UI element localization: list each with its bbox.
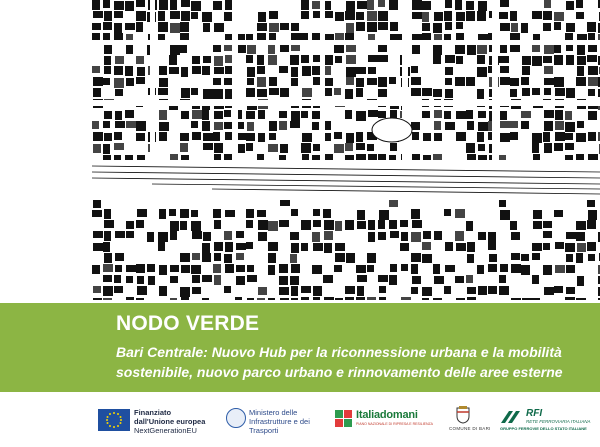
rfi-group-name: GRUPPO FERROVIE DELLO STATO ITALIANE (500, 426, 587, 431)
rfi-arrows-icon (499, 409, 525, 425)
ministry-line-3: Trasporti (249, 426, 279, 435)
aerial-map-image (92, 0, 600, 300)
ministry-line-1: Ministero delle (249, 408, 298, 417)
eu-line-1: Finanziato (134, 408, 172, 417)
subtitle-line-1: Bari Centrale: Nuovo Hub per la riconnessione urbana e la mobilità (116, 344, 562, 360)
ministry-seal-icon (226, 408, 246, 428)
rfi-full-name: RETE FERROVIARIA ITALIANA (526, 419, 591, 424)
eu-line-3: NextGenerationEU (134, 426, 197, 435)
eu-line-2: dall'Unione europea (134, 417, 206, 426)
aerial-city-map (92, 0, 600, 300)
left-margin (0, 0, 92, 300)
bari-crest-icon (456, 406, 470, 424)
italiadomani-star-icon (334, 408, 354, 428)
subtitle-line-2: sostenibile, nuovo parco urbano e rinnovamento delle aree esterne (116, 364, 563, 380)
band-top-divider (0, 300, 600, 303)
document-subtitle (116, 342, 586, 382)
eu-funding-logo-text (134, 408, 205, 435)
title-band (0, 300, 600, 392)
ministry-line-2: Infrastrutture e dei (249, 417, 310, 426)
rfi-logo-text: RFI (526, 408, 543, 419)
document-title: NODO VERDE (116, 312, 260, 335)
bari-logo-text: COMUNE DI BARI (449, 426, 491, 431)
ministry-logo-text (249, 408, 310, 435)
eu-flag-icon (98, 409, 130, 431)
italiadomani-logo-text: Italiadomani (356, 409, 418, 421)
italiadomani-tagline: PIANO NAZIONALE DI RIPRESA E RESILIENZA (356, 422, 434, 426)
partner-logos-footer (0, 392, 600, 447)
